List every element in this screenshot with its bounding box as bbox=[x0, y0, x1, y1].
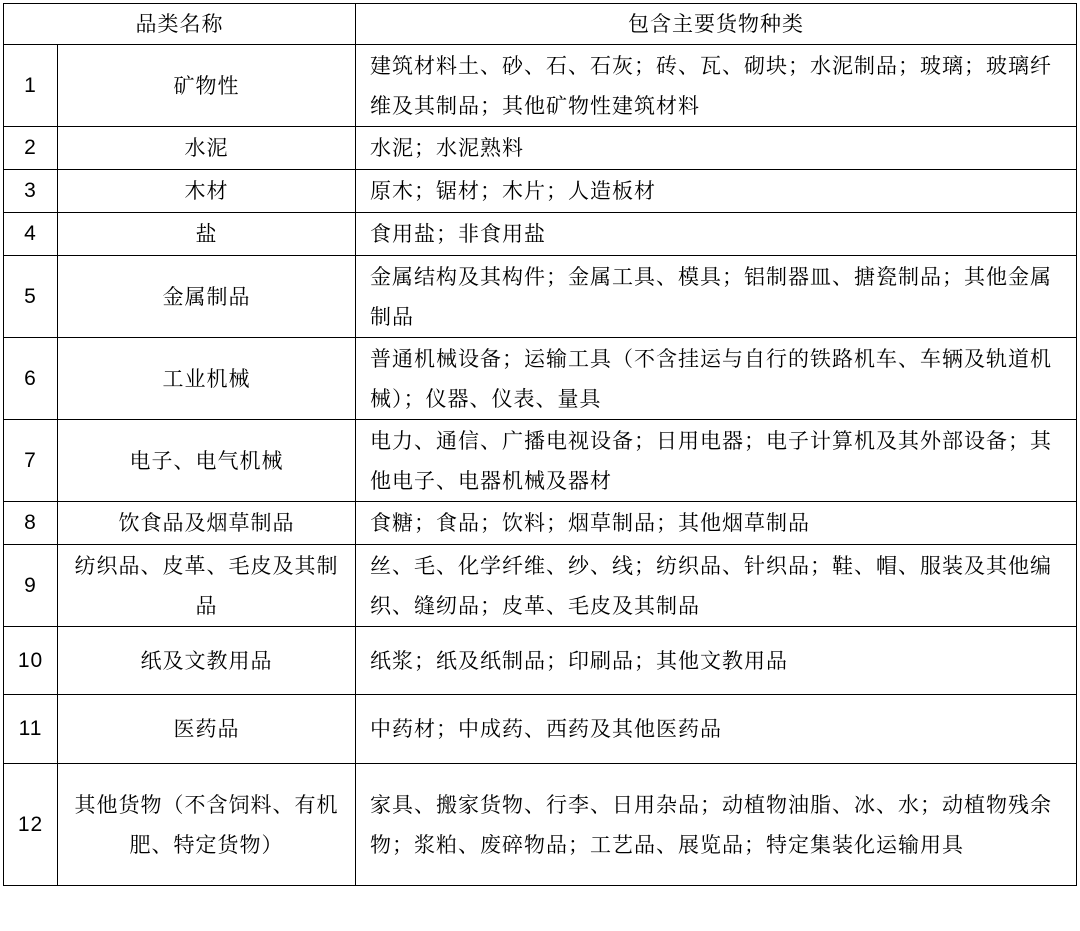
header-category-name: 品类名称 bbox=[4, 4, 356, 45]
row-number: 4 bbox=[4, 213, 58, 256]
category-name: 水泥 bbox=[58, 127, 356, 170]
table-row bbox=[4, 764, 1077, 886]
category-name: 工业机械 bbox=[58, 338, 356, 420]
category-name: 医药品 bbox=[58, 695, 356, 764]
goods-description: 丝、毛、化学纤维、纱、线；纺织品、针织品；鞋、帽、服装及其他编织、缝纫品；皮革、毛皮及其制品 bbox=[356, 545, 1077, 627]
row-number: 9 bbox=[4, 545, 58, 627]
category-name: 电子、电气机械 bbox=[58, 420, 356, 502]
goods-category-table bbox=[3, 3, 1077, 886]
row-number: 2 bbox=[4, 127, 58, 170]
table-row bbox=[4, 127, 1077, 170]
goods-description: 食糖；食品；饮料；烟草制品；其他烟草制品 bbox=[356, 502, 1077, 545]
goods-description: 纸浆；纸及纸制品；印刷品；其他文教用品 bbox=[356, 627, 1077, 695]
table-row bbox=[4, 545, 1077, 627]
goods-description: 电力、通信、广播电视设备；日用电器；电子计算机及其外部设备；其他电子、电器机械及器材 bbox=[356, 420, 1077, 502]
goods-description: 家具、搬家货物、行李、日用杂品；动植物油脂、冰、水；动植物残余物；浆粕、废碎物品；工艺品、展览品；特定集装化运输用具 bbox=[356, 764, 1077, 886]
row-number: 6 bbox=[4, 338, 58, 420]
category-name: 盐 bbox=[58, 213, 356, 256]
table-row bbox=[4, 420, 1077, 502]
table-row bbox=[4, 213, 1077, 256]
row-number: 7 bbox=[4, 420, 58, 502]
goods-description: 普通机械设备；运输工具（不含挂运与自行的铁路机车、车辆及轨道机械）；仪器、仪表、量具 bbox=[356, 338, 1077, 420]
row-number: 12 bbox=[4, 764, 58, 886]
category-name: 纺织品、皮革、毛皮及其制品 bbox=[58, 545, 356, 627]
row-number: 5 bbox=[4, 256, 58, 338]
category-name: 矿物性 bbox=[58, 45, 356, 127]
category-name: 饮食品及烟草制品 bbox=[58, 502, 356, 545]
table-row bbox=[4, 338, 1077, 420]
goods-description: 食用盐；非食用盐 bbox=[356, 213, 1077, 256]
table-row bbox=[4, 627, 1077, 695]
table-row bbox=[4, 170, 1077, 213]
goods-description: 水泥；水泥熟料 bbox=[356, 127, 1077, 170]
table-header-row bbox=[4, 4, 1077, 45]
row-number: 10 bbox=[4, 627, 58, 695]
row-number: 8 bbox=[4, 502, 58, 545]
category-name: 金属制品 bbox=[58, 256, 356, 338]
table-row bbox=[4, 502, 1077, 545]
goods-description: 原木；锯材；木片；人造板材 bbox=[356, 170, 1077, 213]
row-number: 11 bbox=[4, 695, 58, 764]
goods-description: 金属结构及其构件；金属工具、模具；铝制器皿、搪瓷制品；其他金属制品 bbox=[356, 256, 1077, 338]
table-row bbox=[4, 256, 1077, 338]
table-row bbox=[4, 45, 1077, 127]
table-row bbox=[4, 695, 1077, 764]
header-goods-types: 包含主要货物种类 bbox=[356, 4, 1077, 45]
category-name: 其他货物（不含饲料、有机肥、特定货物） bbox=[58, 764, 356, 886]
category-name: 木材 bbox=[58, 170, 356, 213]
goods-description: 建筑材料土、砂、石、石灰；砖、瓦、砌块；水泥制品；玻璃；玻璃纤维及其制品；其他矿物性建筑材料 bbox=[356, 45, 1077, 127]
goods-description: 中药材；中成药、西药及其他医药品 bbox=[356, 695, 1077, 764]
category-name: 纸及文教用品 bbox=[58, 627, 356, 695]
row-number: 1 bbox=[4, 45, 58, 127]
row-number: 3 bbox=[4, 170, 58, 213]
